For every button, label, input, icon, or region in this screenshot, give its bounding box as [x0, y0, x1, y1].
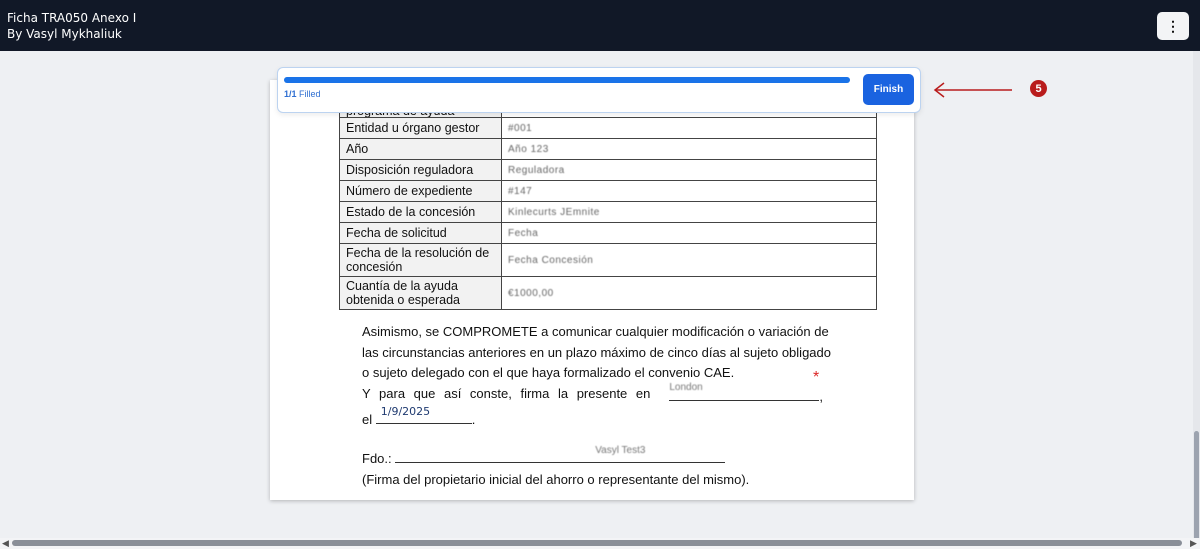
table-row: [340, 223, 877, 244]
commitment-line: o sujeto delegado con el que haya formalizado el convenio CAE.: [362, 365, 735, 380]
row-value[interactable]: Reguladora: [502, 160, 877, 181]
row-label: Entidad u órgano gestor: [340, 118, 502, 139]
top-bar: [0, 0, 1200, 51]
table-row: [340, 181, 877, 202]
date-prefix: el: [362, 412, 373, 427]
row-label: Número de expediente: [340, 181, 502, 202]
progress-label: Filled: [299, 89, 321, 99]
signature-note: (Firma del propietario inicial del ahorro o representante del mismo).: [362, 471, 750, 487]
progress-status: [284, 89, 321, 99]
aid-details-table: [339, 101, 877, 310]
commitment-line: las circunstancias anteriores en un plazo máximo de cinco días al sujeto obligado: [362, 344, 831, 360]
document-author: By Vasyl Mykhaliuk: [7, 27, 122, 41]
date-suffix: .: [471, 412, 476, 427]
signature-label: Fdo.:: [362, 451, 392, 466]
commitment-paragraph: [362, 322, 831, 431]
row-label: Disposición reguladora: [340, 160, 502, 181]
document-page: [270, 80, 914, 500]
row-value[interactable]: €1000,00: [502, 277, 877, 310]
horizontal-scrollbar-thumb[interactable]: [12, 540, 1182, 546]
row-value[interactable]: #001: [502, 118, 877, 139]
row-label: Fecha de la resolución de concesión: [340, 244, 502, 277]
row-label: Cuantía de la ayuda obtenida o esperada: [340, 277, 502, 310]
fill-progress-card: [277, 67, 921, 113]
signature-value: Vasyl Test3: [595, 444, 646, 456]
progress-count: 1/1: [284, 89, 297, 99]
progress-bar-fill: [284, 77, 850, 83]
table-row: [340, 118, 877, 139]
table-row: [340, 277, 877, 310]
row-value[interactable]: Fecha Concesión: [502, 244, 877, 277]
signature-field[interactable]: [395, 446, 725, 463]
sign-place-value: London: [669, 382, 703, 393]
sign-place-prefix: Y para que así conste, firma la presente en: [362, 385, 651, 401]
signature-block: [362, 446, 749, 490]
row-value[interactable]: Kinlecurts JEmnite: [502, 202, 877, 223]
table-row: [340, 160, 877, 181]
finish-button[interactable]: Finish: [863, 74, 914, 105]
date-row: [362, 404, 831, 431]
progress-bar: [284, 77, 850, 83]
more-vertical-icon: ⋮: [1166, 17, 1180, 34]
row-label: Fecha de solicitud: [340, 223, 502, 244]
sign-place-row: [362, 384, 823, 408]
row-label: Año: [340, 139, 502, 160]
sign-place-field[interactable]: [669, 384, 819, 401]
scroll-left-icon[interactable]: ◀: [2, 538, 9, 548]
more-options-button[interactable]: [1157, 12, 1189, 40]
annotation-number-badge: 5: [1030, 80, 1047, 97]
date-value: 1/9/2025: [380, 404, 431, 418]
scroll-right-icon[interactable]: ▶: [1190, 538, 1197, 548]
document-title: Ficha TRA050 Anexo I: [7, 11, 137, 25]
required-marker: *: [813, 369, 820, 386]
vertical-scrollbar-thumb[interactable]: [1194, 431, 1199, 541]
sign-place-suffix: ,: [819, 388, 823, 404]
annotation-arrow-icon: [932, 82, 1012, 98]
horizontal-scrollbar[interactable]: [0, 538, 1200, 549]
table-row: [340, 139, 877, 160]
table-row: [340, 244, 877, 277]
row-value[interactable]: #147: [502, 181, 877, 202]
table-row: [340, 202, 877, 223]
date-field[interactable]: [376, 404, 472, 424]
vertical-scrollbar[interactable]: [1193, 51, 1200, 538]
commitment-line: Asimismo, se COMPROMETE a comunicar cualquier modificación o variación de: [362, 324, 829, 339]
row-value[interactable]: Año 123: [502, 139, 877, 160]
row-label: Estado de la concesión: [340, 202, 502, 223]
signature-row: [362, 446, 749, 470]
row-value[interactable]: Fecha: [502, 223, 877, 244]
sign-place-group: [669, 384, 823, 408]
